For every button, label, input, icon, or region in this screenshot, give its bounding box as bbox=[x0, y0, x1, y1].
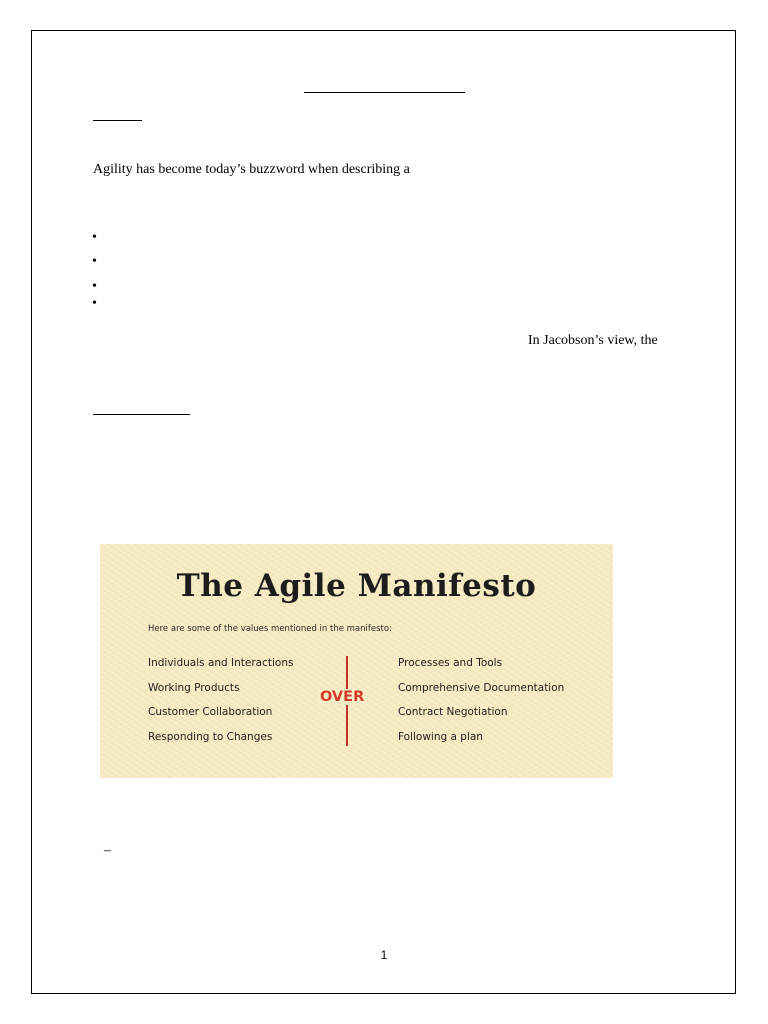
right-value-item: Following a plan bbox=[398, 730, 483, 743]
bullet-item: • bbox=[92, 254, 97, 269]
title-underline bbox=[304, 92, 465, 93]
right-value-item: Processes and Tools bbox=[398, 657, 503, 669]
manifesto-subtitle: Here are some of the values mentioned in the manifesto: bbox=[148, 624, 392, 634]
dash-mark: – bbox=[104, 843, 111, 858]
agile-manifesto-image bbox=[100, 544, 613, 778]
section-heading-underline bbox=[93, 414, 190, 415]
right-value-item: Comprehensive Documentation bbox=[398, 681, 565, 694]
bullet-item: • bbox=[92, 296, 97, 311]
manifesto-over-label: OVER bbox=[320, 689, 365, 705]
page-number: 1 bbox=[380, 948, 388, 962]
left-value-item: Customer Collaboration bbox=[148, 706, 273, 718]
manifesto-left-values bbox=[148, 651, 293, 749]
left-value-item: Individuals and Interactions bbox=[148, 657, 294, 669]
jacobson-paragraph: In Jacobson’s view, the bbox=[528, 333, 658, 348]
intro-paragraph: Agility has become today’s buzzword when describing a bbox=[93, 162, 410, 177]
left-value-item: Responding to Changes bbox=[148, 730, 273, 743]
right-value-item: Contract Negotiation bbox=[398, 706, 508, 718]
bullet-item: • bbox=[92, 230, 97, 245]
manifesto-title: The Agile Manifesto bbox=[176, 568, 537, 604]
manifesto-right-values bbox=[398, 651, 564, 749]
subheading-underline bbox=[93, 120, 142, 121]
left-value-item: Working Products bbox=[148, 681, 240, 694]
bullet-item: • bbox=[92, 279, 97, 294]
